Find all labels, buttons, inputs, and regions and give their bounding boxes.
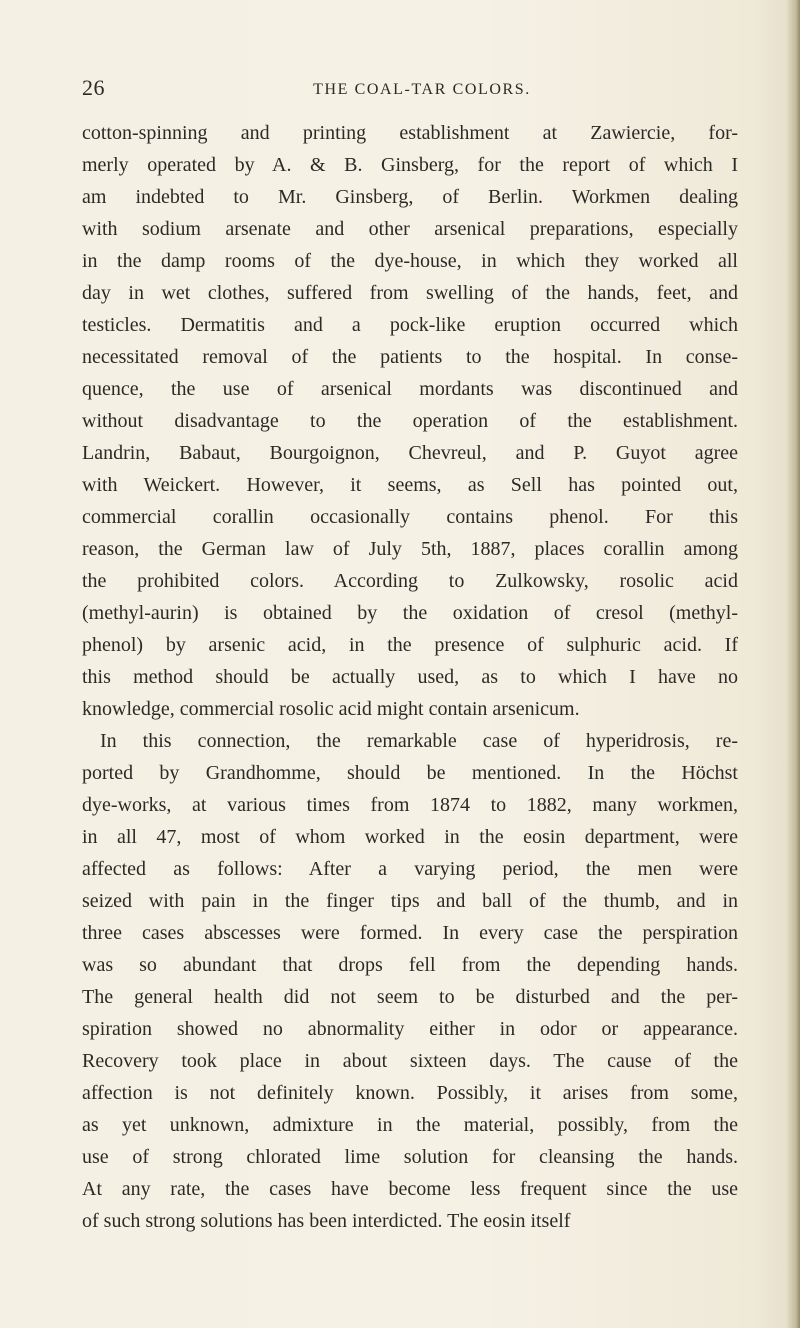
text-line: cotton-spinning and printing establishment at Zawiercie, for- <box>82 122 738 144</box>
text-line: the prohibited colors. According to Zulkowsky, rosolic acid <box>82 570 738 592</box>
text-line: necessitated removal of the patients to the hospital. In conse- <box>82 346 738 368</box>
text-line: with sodium arsenate and other arsenical preparations, especially <box>82 218 738 240</box>
text-line: The general health did not seem to be disturbed and the per- <box>82 986 738 1008</box>
page-edge-shadow <box>786 0 800 1328</box>
text-line: reason, the German law of July 5th, 1887, places corallin among <box>82 538 738 560</box>
text-line: with Weickert. However, it seems, as Sell has pointed out, <box>82 474 738 496</box>
text-line: affection is not definitely known. Possibly, it arises from some, <box>82 1082 738 1104</box>
text-line: phenol) by arsenic acid, in the presence of sulphuric acid. If <box>82 634 738 656</box>
page-number: 26 <box>82 75 105 100</box>
text-line: At any rate, the cases have become less frequent since the use <box>82 1178 738 1200</box>
text-line: quence, the use of arsenical mordants was discontinued and <box>82 378 738 400</box>
text-line: three cases abscesses were formed. In every case the perspiration <box>82 922 738 944</box>
text-line: use of strong chlorated lime solution for cleansing the hands. <box>82 1146 738 1168</box>
text-line: in all 47, most of whom worked in the eosin department, were <box>82 826 738 848</box>
text-line: this method should be actually used, as to which I have no <box>82 666 738 688</box>
text-line: ported by Grandhomme, should be mentioned. In the Höchst <box>82 762 738 784</box>
text-line: merly operated by A. & B. Ginsberg, for the report of which I <box>82 154 738 176</box>
text-line: Landrin, Babaut, Bourgoignon, Chevreul, and P. Guyot agree <box>82 442 738 464</box>
text-line: Recovery took place in about sixteen days. The cause of the <box>82 1050 738 1072</box>
text-line: in the damp rooms of the dye-house, in which they worked all <box>82 250 738 272</box>
text-line: seized with pain in the finger tips and ball of the thumb, and in <box>82 890 738 912</box>
text-line: day in wet clothes, suffered from swelling of the hands, feet, and <box>82 282 738 304</box>
body-text <box>82 117 738 1237</box>
text-line: of such strong solutions has been interdicted. The eosin itself <box>82 1210 571 1232</box>
text-line: (methyl-aurin) is obtained by the oxidation of cresol (methyl- <box>82 602 738 624</box>
text-line: am indebted to Mr. Ginsberg, of Berlin. Workmen dealing <box>82 186 738 208</box>
text-line: testicles. Dermatitis and a pock-like eruption occurred which <box>82 314 738 336</box>
running-title: THE COAL-TAR COLORS. <box>313 81 531 98</box>
paragraph-start-line: In this connection, the remarkable case of hyperidrosis, re- <box>100 730 738 752</box>
text-line: was so abundant that drops fell from the depending hands. <box>82 954 738 976</box>
text-line: dye-works, at various times from 1874 to 1882, many workmen, <box>82 794 738 816</box>
text-line: spiration showed no abnormality either in odor or appearance. <box>82 1018 738 1040</box>
paragraph-end-line: knowledge, commercial rosolic acid might contain arsenicum. <box>82 698 580 720</box>
text-line: affected as follows: After a varying period, the men were <box>82 858 738 880</box>
page-header <box>82 75 722 103</box>
text-line: commercial corallin occasionally contains phenol. For this <box>82 506 738 528</box>
text-line: without disadvantage to the operation of the establishment. <box>82 410 738 432</box>
text-line: as yet unknown, admixture in the material, possibly, from the <box>82 1114 738 1136</box>
